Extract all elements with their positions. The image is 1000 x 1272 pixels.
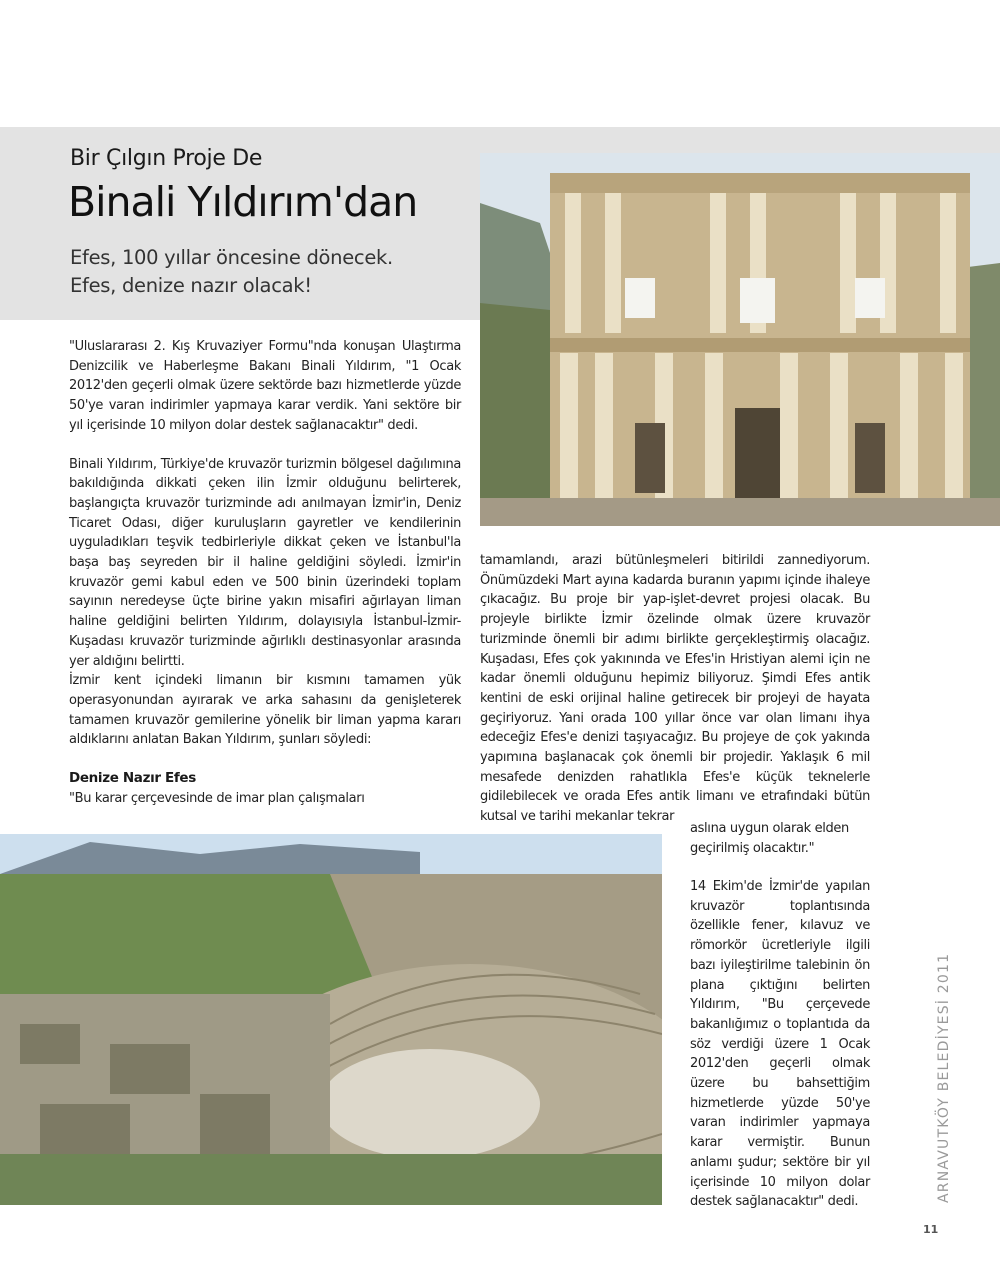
paragraph-gap [69,436,461,455]
subtitle-line-2: Efes, denize nazır olacak! [70,274,312,297]
library-of-celsus-illustration [480,153,1000,526]
middle-paragraph: tamamlandı, arazi bütünleşmeleri bitirildi zannediyorum. Önümüzdeki Mart ayına kadarda buranın yapımı içinde ihaleye çıkacağız. Bu proje bir yap-işlet-devret projesi olacak. Bu projeyle birlikte İzmir özelinde olmak üzere kruvazör turizminde önemli bir adımı birlikte gerçekleştirmiş olacağız. Kuşadası, Efes çok yakınında ve Efes'in Hristiyan alemi için ne kadar önemli olduğunu hepimiz biliyoruz. Şimdi Efes antik kentini de eski orijinal haline getirecek bir projeyi de hayata geçiriyoruz. Yani orada 100 yıllar önce var olan limanı ihya edeceğiz Efes'e denizi taşıyacağız. Bu projeye de çok yakında yapımına başlanacak çok önemli bir projedir. Yaklaşık 6 mil mesafede denizden rahatlıkla Efes'e küçük teknelerle gidilebilecek ve orada Efes antik limanı ve etrafındaki bütün kutsal ve tarihi mekanlar tekrar [480,553,870,825]
middle-text-column [480,551,870,827]
article-kicker: Bir Çılgın Proje De [70,146,263,171]
ephesus-theatre-photo [0,834,662,1205]
article-subtitle [70,244,470,300]
right-text-column [690,877,870,1212]
article-title: Binali Yıldırım'dan [68,178,418,226]
paragraph-1: "Uluslararası 2. Kış Kruvaziyer Formu"nda konuşan Ulaştırma Denizcilik ve Haberleşme Bakanı Binali Yıldırım, "1 Ocak 2012'den geçerli olmak üzere sektörde bazı hizmetlerde yüzde 50'ye varan indirimler yapmaya karar verdik. Yani sektöre bir yıl içerisinde 10 milyon dolar destek sağlanacaktır" dedi. [69,339,461,433]
paragraph-2: Binali Yıldırım, Türkiye'de kruvazör turizmin bölgesel dağılımına bakıldığında dikkati çeken ilin İzmir olduğunu belirterek, başlangıçta kruvazör turizminde adı anılmayan İzmir'in, Deniz Ticaret Odası, diğer kuruluşların gayretler ve kendilerinin uyguladıkları teşvik tedbirleriyle dikkat çeken ve İstanbul'la başa baş seyreden bir il haline geldiğini söyledi. İzmir'in kruvazör gemi kabul eden ve 500 binin üzerindeki toplam sayının neredeyse üçte birine yakın misafiri ağırlayan liman haline geldiğini belirten Yıldırım, dolayısıyla İstanbul-İzmir-Kuşadası kruvazör turizminde ağırlıklı destinasyonlar arasında yer aldığını belirtti. [69,456,461,669]
library-of-celsus-photo [480,153,1000,526]
section-heading: Denize Nazır Efes [69,770,196,787]
subtitle-line-1: Efes, 100 yıllar öncesine dönecek. [70,246,393,269]
side-label: ARNAVUTKÖY BELEDİYESİ 2011 [936,952,952,1203]
page-number: 11 [923,1223,939,1236]
right-continuation-text: aslına uygun olarak elden geçirilmiş olacaktır." [690,821,849,856]
section-start-text: "Bu karar çerçevesinde de imar plan çalışmaları [69,790,365,806]
left-text-column [69,337,461,808]
right-paragraph: 14 Ekim'de İzmir'de yapılan kruvazör toplantısında özellikle fener, kılavuz ve römorkör ücretleriyle ilgili bazı iyileştirilme talebinin ön plana çıktığını belirten Yıldırım, "Bu çerçevede bakanlığımız o toplantıda da söz verdiği üzere 1 Ocak 2012'den geçerli olmak üzere bu bahsettiğim hizmetlerde yüzde 50'ye varan indirimler yapmaya karar vermiştir. Bunun anlamı şudur; sektöre bir yıl içerisinde 10 milyon dolar destek sağlanacaktır" dedi. [690,879,870,1210]
ephesus-theatre-illustration [0,834,662,1205]
paragraph-gap [69,750,461,769]
paragraph-3: İzmir kent içindeki limanın bir kısmını tamamen yük operasyonundan ayırarak ve arka sahasını da genişleterek tamamen kruvazör gemilerine yönelik bir liman yapma kararı aldıklarını anlatan Bakan Yıldırım, şunları söyledi: [69,673,461,748]
